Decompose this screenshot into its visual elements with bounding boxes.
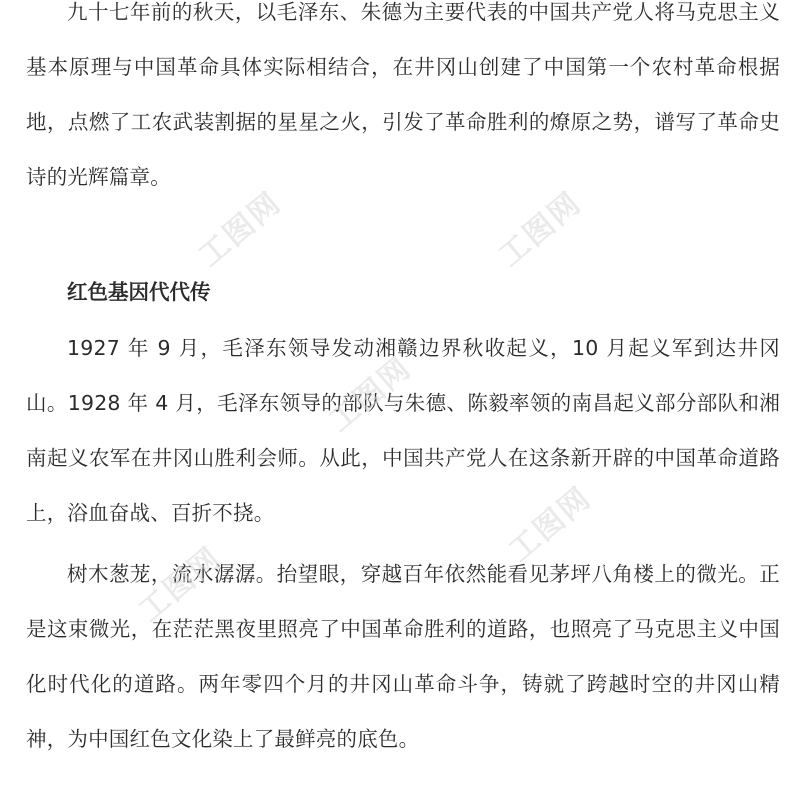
paragraph-2: 1927 年 9 月，毛泽东领导发动湘赣边界秋收起义，10 月起义军到达井冈山。1928 年 4 月，毛泽东领导的部队与朱德、陈毅率领的南昌起义部分部队和湘南起义农军在井冈山胜利会师。从此，中国共产党人在这条新开辟的中国革命道路上，浴血奋战、百折不挠。 [26,336,780,525]
watermark-logo: 工图网 [502,480,599,569]
paragraph-1: 九十七年前的秋天，以毛泽东、朱德为主要代表的中国共产党人将马克思主义基本原理与中国革命具体实际相结合，在井冈山创建了中国第一个农村革命根据地，点燃了工农武装割据的星星之火，引发了革命胜利的燎原之势，谱写了革命史诗的光辉篇章。 [26,0,780,189]
watermark-logo: 工图网 [492,185,589,274]
section-heading: 红色基因代代传 [67,280,211,304]
watermark-logo: 工图网 [322,350,419,439]
watermark-logo: 工图网 [192,185,289,274]
paragraph-3: 树木葱茏，流水潺潺。抬望眼，穿越百年依然能看见茅坪八角楼上的微光。正是这束微光，在茫茫黑夜里照亮了中国革命胜利的道路，也照亮了马克思主义中国化时代化的道路。两年零四个月的井冈山革命斗争，铸就了跨越时空的井冈山精神，为中国红色文化染上了最鲜亮的底色。 [26,562,780,751]
watermark-logo: 工图网 [132,540,229,629]
